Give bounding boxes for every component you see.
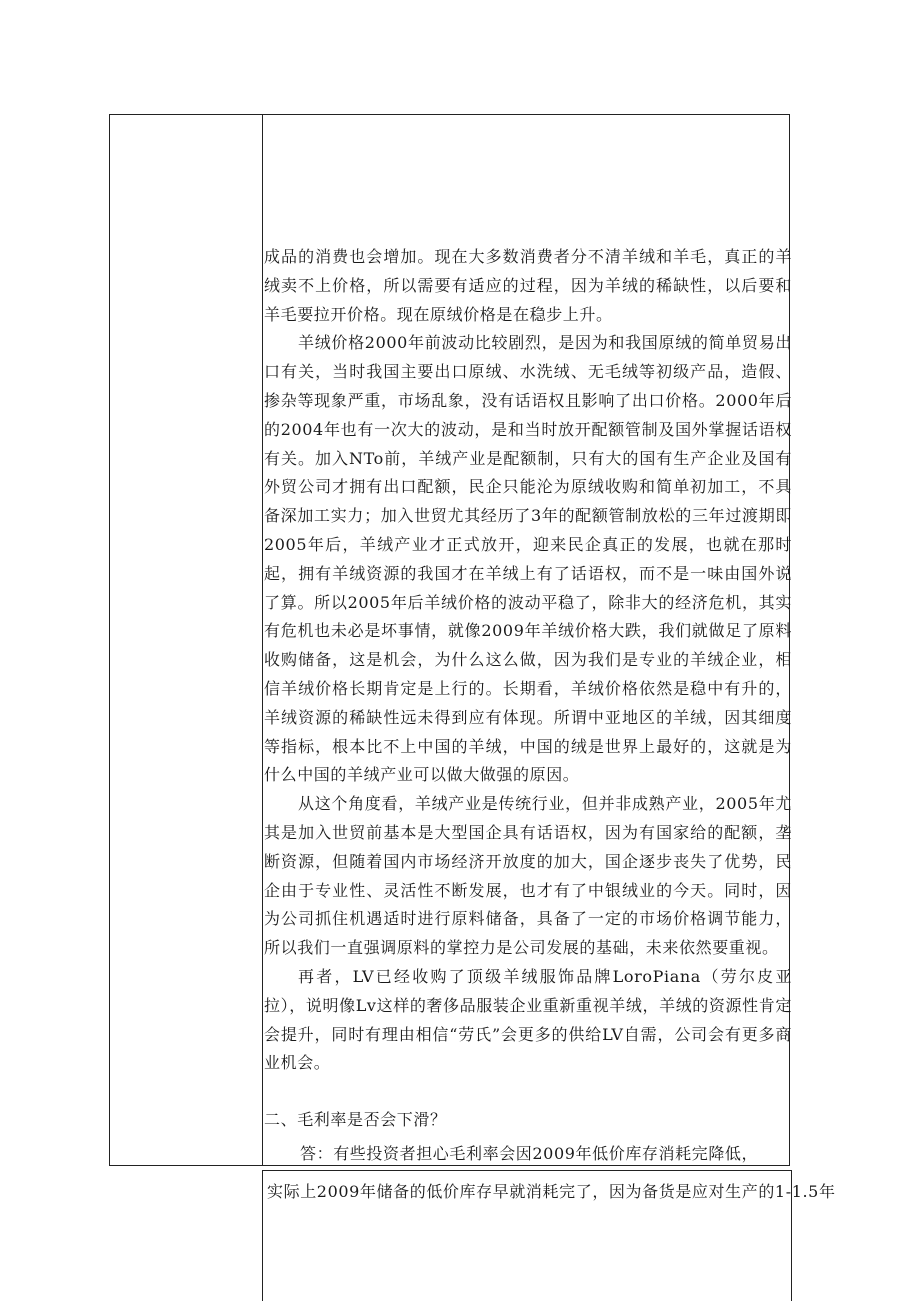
body-text xyxy=(264,243,792,1135)
continuation-text: 实际上2009年储备的低价库存早就消耗完了，因为备货是应对生产的1-1.5年 xyxy=(267,1182,836,1201)
spacer xyxy=(264,1078,792,1106)
table-cell-left xyxy=(109,114,262,1166)
paragraph: 成品的消费也会增加。现在大多数消费者分不清羊绒和羊毛，真正的羊绒卖不上价格，所以需要有适应的过程，因为羊绒的稀缺性，以后要和羊毛要拉开价格。现在原绒价格是在稳步上升。 xyxy=(264,247,792,324)
paragraph: 再者，LV已经收购了顶级羊绒服饰品牌LoroPiana（劳尔皮亚拉），说明像Lv这样的奢侈品服装企业重新重视羊绒，羊绒的资源性肯定会提升，同时有理由相信“劳氏”会更多的供给LV自需，公司会有更多商业机会。 xyxy=(264,966,792,1073)
section-heading: 二、毛利率是否会下滑？ xyxy=(264,1110,447,1130)
answer-text: 答：有些投资者担心毛利率会因2009年低价库存消耗完降低， xyxy=(300,1144,759,1163)
paragraph: 羊绒价格2000年前波动比较剧烈，是因为和我国原绒的简单贸易出口有关，当时我国主要出口原绒、水洗绒、无毛绒等初级产品，造假、掺杂等现象严重，市场乱象，没有话语权且影响了出口价格。2000年后的2004年也有一次大的波动，是和当时放开配额管制及国外掌握话语权有关。加入NTo前，羊绒产业是配额制，只有大的国有生产企业及国有外贸公司才拥有出口配额，民企只能沦为原绒收购和简单初加工，不具备深加工实力；加入世贸尤其经历了3年的配额管制放松的三年过渡期即2005年后，羊绒产业才正式放开，迎来民企真正的发展，也就在那时起，拥有羊绒资源的我国才在羊绒上有了话语权，而不是一味由国外说了算。所以2005年后羊绒价格的波动平稳了，除非大的经济危机，其实有危机也未必是坏事情，就像2009年羊绒价格大跌，我们就做足了原料收购储备，这是机会，为什么这么做，因为我们是专业的羊绒企业，相信羊绒价格长期肯定是上行的。长期看，羊绒价格依然是稳中有升的，羊绒资源的稀缺性远未得到应有体现。所谓中亚地区的羊绒，因其细度等指标，根本比不上中国的羊绒，中国的绒是世界上最好的，这就是为什么中国的羊绒产业可以做大做强的原因。 xyxy=(264,333,792,785)
paragraph: 从这个角度看，羊绒产业是传统行业，但并非成熟产业，2005年尤其是加入世贸前基本是大型国企具有话语权，因为有国家给的配额，垄断资源，但随着国内市场经济开放度的加大，国企逐步丧失了优势，民企由于专业性、灵活性不断发展，也才有了中银绒业的今天。同时，因为公司抓住机遇适时进行原料储备，具备了一定的市场价格调节能力，所以我们一直强调原料的掌控力是公司发展的基础，未来依然要重视。 xyxy=(264,794,792,958)
